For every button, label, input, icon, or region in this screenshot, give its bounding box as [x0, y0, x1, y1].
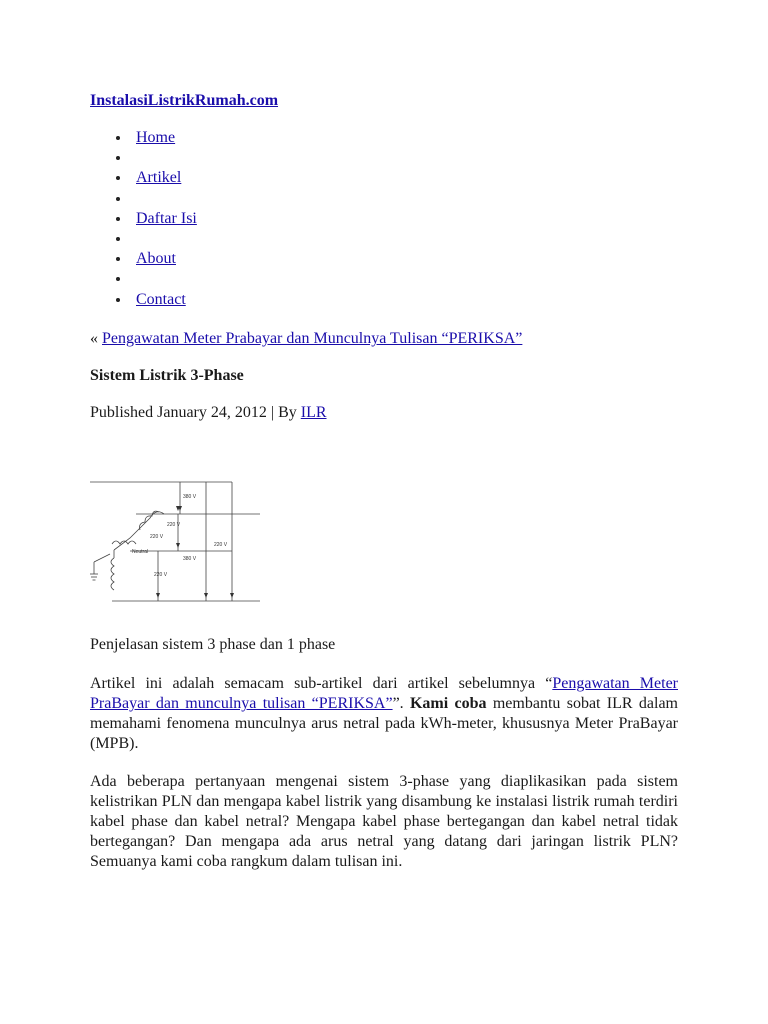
label-neutral: Neutral — [132, 549, 149, 555]
nav-item-artikel — [90, 168, 197, 188]
paragraph-bold-text: Kami coba — [409, 695, 487, 712]
previous-post-prefix: « — [90, 330, 102, 347]
nav-item-contact — [90, 290, 197, 310]
nav-item-empty — [90, 269, 197, 289]
label-220v-b: 220 V — [150, 534, 164, 540]
nav-item-home — [90, 128, 197, 148]
published-date: Published January 24, 2012 | By — [90, 404, 301, 421]
post-title: Sistem Listrik 3-Phase — [90, 367, 244, 384]
paragraph-text: Artikel ini adalah semacam sub-artikel dari artikel sebelumnya “ — [90, 675, 553, 692]
main-nav — [90, 128, 197, 310]
nav-link-artikel[interactable]: Artikel — [136, 169, 182, 187]
author-link[interactable]: ILR — [300, 404, 327, 421]
label-220v-a: 220 V — [167, 522, 181, 528]
nav-item-empty — [90, 229, 197, 249]
post-meta — [90, 404, 327, 422]
previous-post-link[interactable]: Pengawatan Meter Prabayar dan Munculnya Tulisan “PERIKSA” — [102, 330, 523, 347]
label-220v-right: 220 V — [214, 542, 228, 548]
paragraph-text: membantu sobat ILR dalam memahami fenomena munculnya arus netral pada kWh-meter, khususnya Meter PraBayar (MPB). — [90, 695, 678, 752]
label-220v-bottom: 220 V — [154, 572, 168, 578]
nav-item-daftar-isi — [90, 209, 197, 229]
intro-paragraph — [90, 674, 678, 754]
nav-link-contact[interactable]: Contact — [136, 290, 186, 308]
nav-item-empty — [90, 189, 197, 209]
previous-article-link[interactable]: Pengawatan Meter PraBayar dan munculnya tulisan “PERIKSA” — [90, 675, 678, 712]
nav-link-daftar-isi[interactable]: Daftar Isi — [136, 209, 197, 227]
label-380v-mid: 380 V — [183, 556, 197, 562]
figure-caption: Penjelasan sistem 3 phase dan 1 phase — [90, 636, 336, 653]
nav-item-empty — [90, 148, 197, 168]
three-phase-diagram — [90, 478, 260, 606]
nav-link-about[interactable]: About — [136, 250, 176, 268]
site-title-link[interactable]: InstalasiListrikRumah.com — [90, 92, 279, 109]
paragraph-text: ”. — [392, 695, 410, 712]
previous-post-nav — [90, 330, 522, 348]
site-title — [90, 92, 278, 110]
nav-link-home[interactable]: Home — [136, 129, 176, 146]
questions-paragraph: Ada beberapa pertanyaan mengenai sistem 3-phase yang diaplikasikan pada sistem kelistrikan PLN dan mengapa kabel listrik yang disambung ke instalasi listrik rumah terdiri kabel phase dan kabel netral? Mengapa kabel phase bertegangan dan kabel netral tidak bertegangan? Dan mengapa ada arus netral yang datang dari jaringan listrik PLN? Semuanya kami coba rangkum dalam tulisan ini. — [90, 773, 678, 870]
nav-item-about — [90, 249, 197, 269]
label-380v-top: 380 V — [183, 494, 197, 500]
